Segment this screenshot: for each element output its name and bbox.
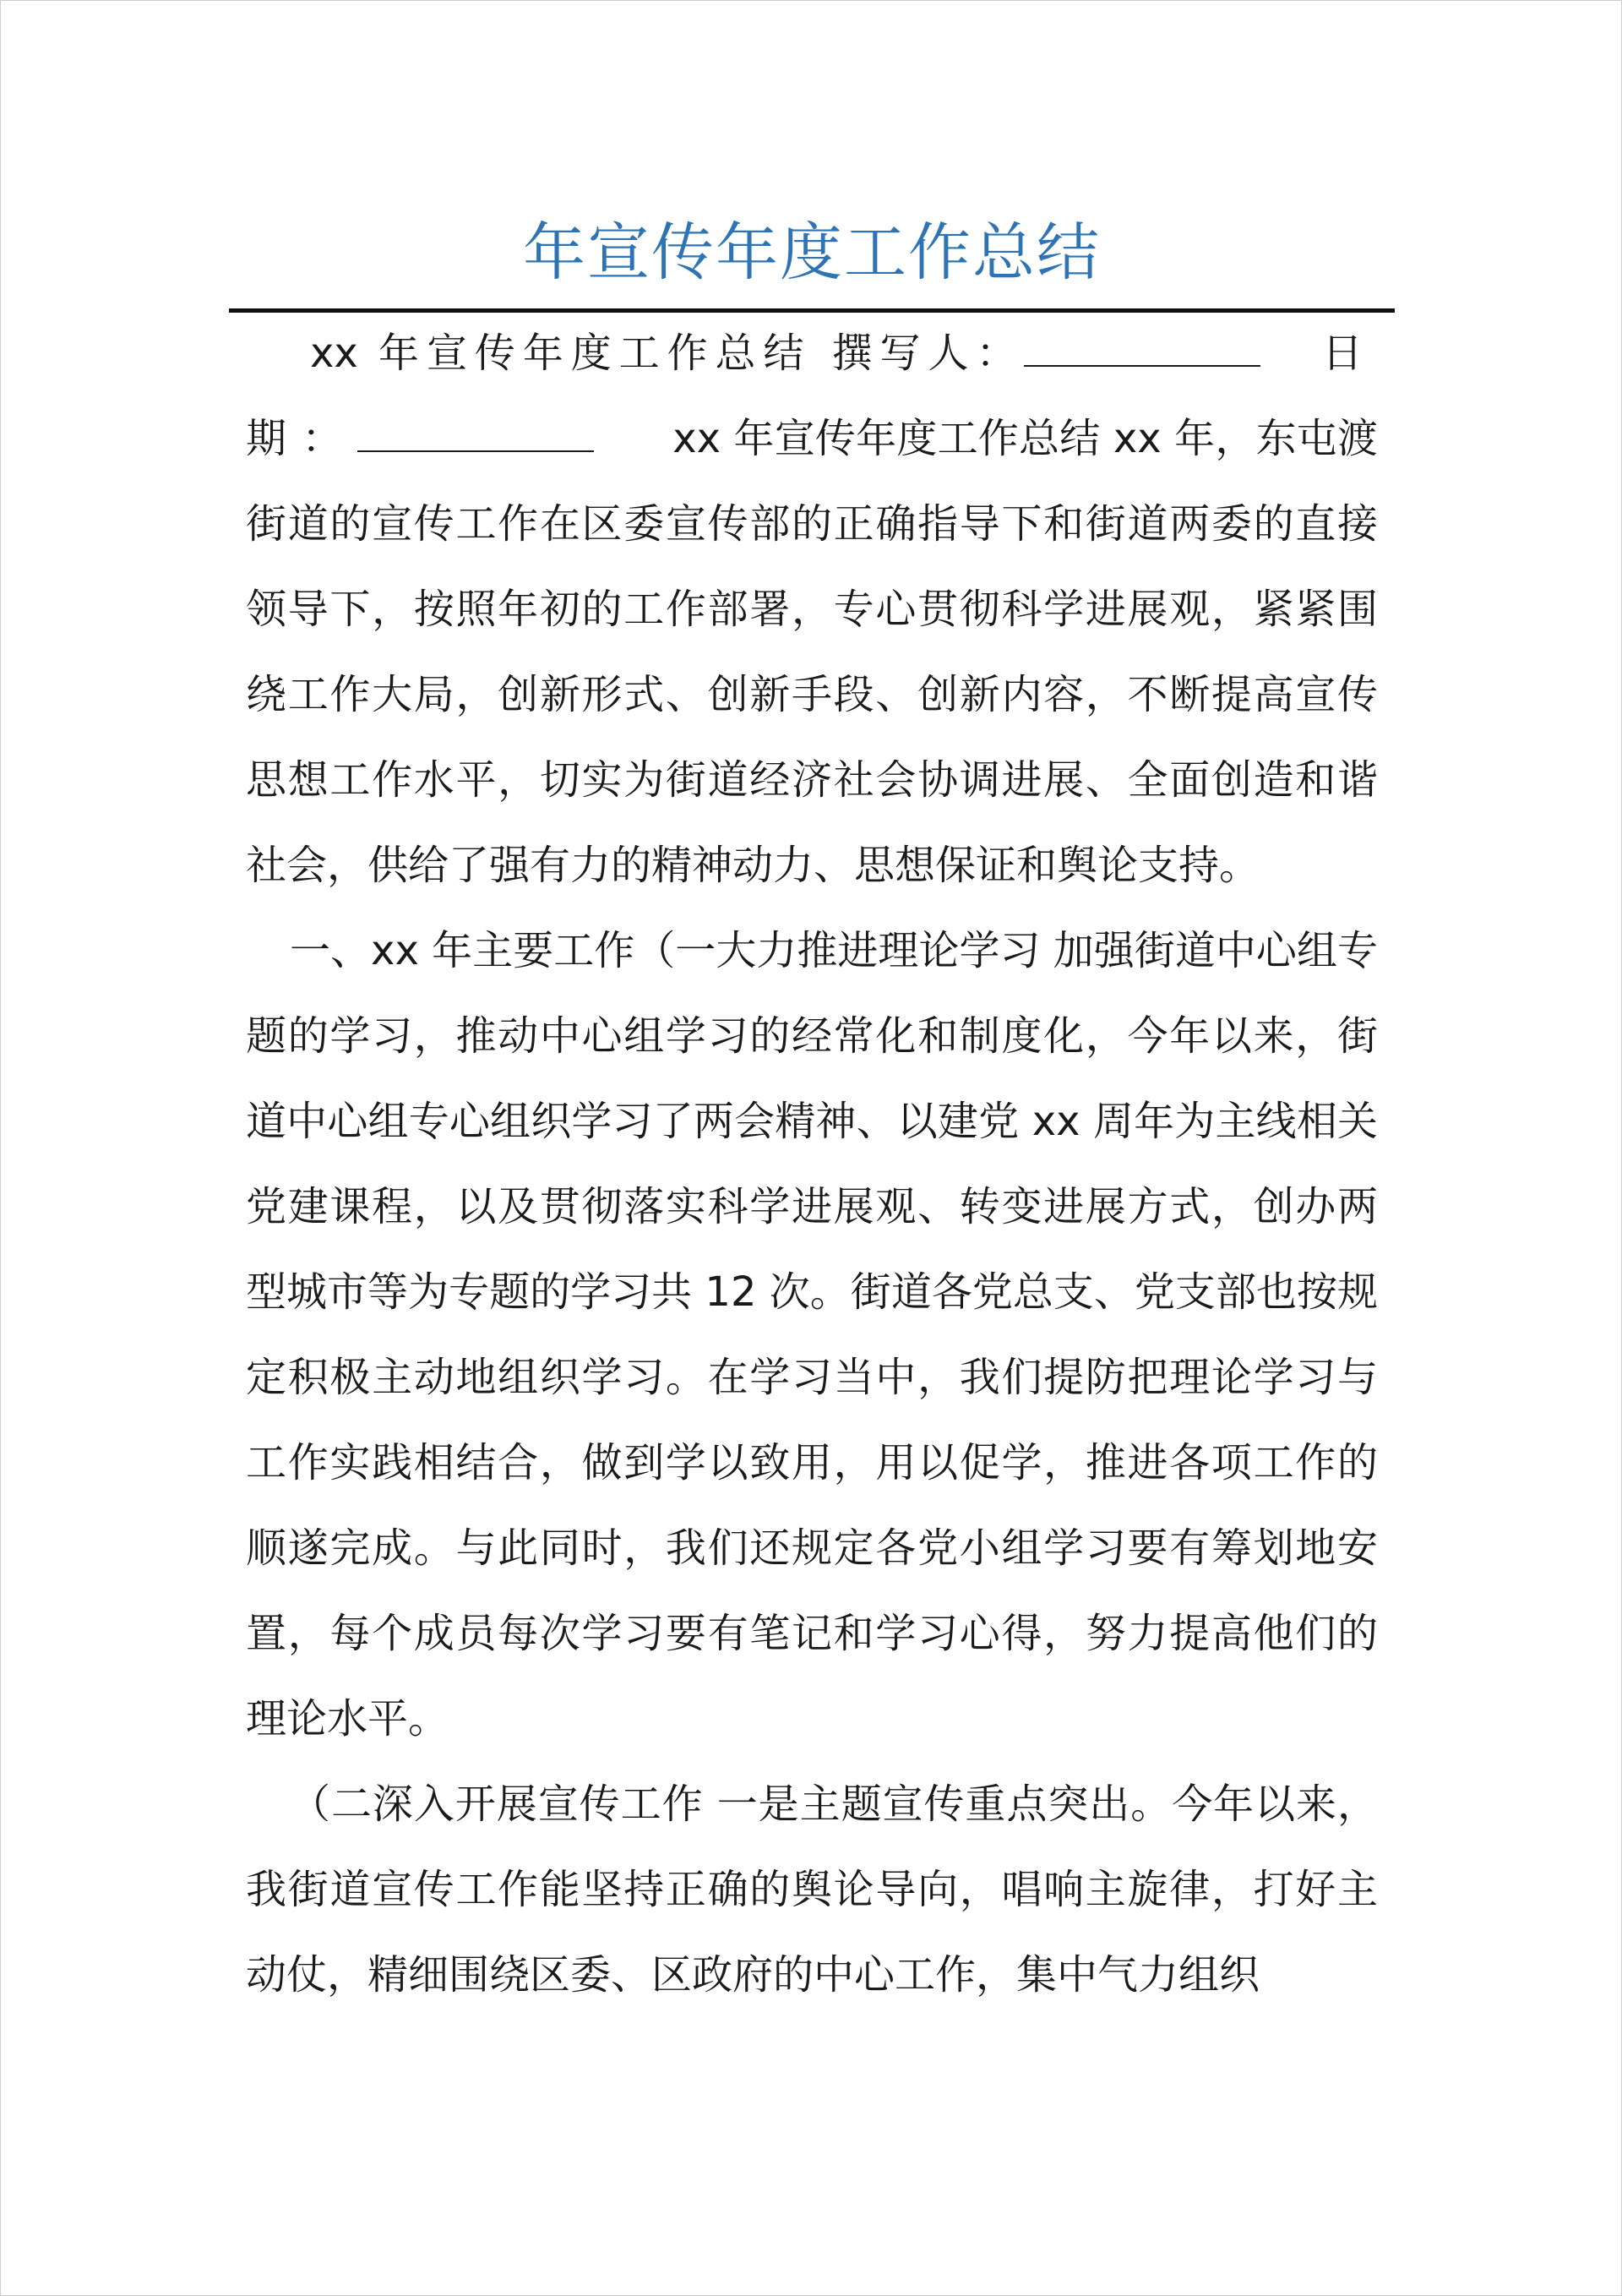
date-label: 日 期： [246, 330, 1434, 462]
document-title: 年宣传年度工作总结 [523, 216, 1101, 289]
header-body-text: xx 年宣传年度工作总结 xx 年，东屯渡街道的宣传工作在区委宣传部的正确指导下和街道两委的直接领导下，按照年初的工作部署，专心贯彻科学进展观，紧紧围绕工作大局，创新形式、创新手段、创新内容，不断提高宣传思想工作水平，切实为街道经济社会协调进展、全面创造和谐社会，供给了强有力的精神动力、思想保证和舆论支持。 [246, 415, 1378, 889]
paragraph-publicity-work: （二深入开展宣传工作 一是主题宣传重点突出。今年以来，我街道宣传工作能坚持正确的舆论导向，唱响主旋律，打好主动仗，精细围绕区委、区政府的中心工作，集中气力组织 [246, 1781, 1378, 1999]
author-label: 撰写人： [831, 330, 1025, 377]
header-paragraph [246, 311, 1434, 908]
document-body [246, 311, 1434, 2018]
date-blank [357, 420, 594, 452]
header-intro: xx 年宣传年度工作总结 [310, 330, 832, 377]
paragraph-main-work: 一、xx 年主要工作（一大力推进理论学习 加强街道中心组专题的学习，推动中心组学习的经常化和制度化，今年以来，街道中心组专心组织学习了两会精神、以建党 xx 周年为主线相关党建课程，以及贯彻落实科学进展观、转变进展方式，创办两型城市等为专题的学习共 12 次。街道各党总支、党支部也按规定积极主动地组织学习。在学习当中，我们提防把理论学习与工作实践相结合，做到学以致用，用以促学，推进各项工作的顺遂完成。与此同时，我们还规定各党小组学习要有筹划地安置，每个成员每次学习要有笔记和学习心得，努力提高他们的理论水平。 [246, 927, 1378, 1742]
author-blank [1024, 335, 1260, 367]
